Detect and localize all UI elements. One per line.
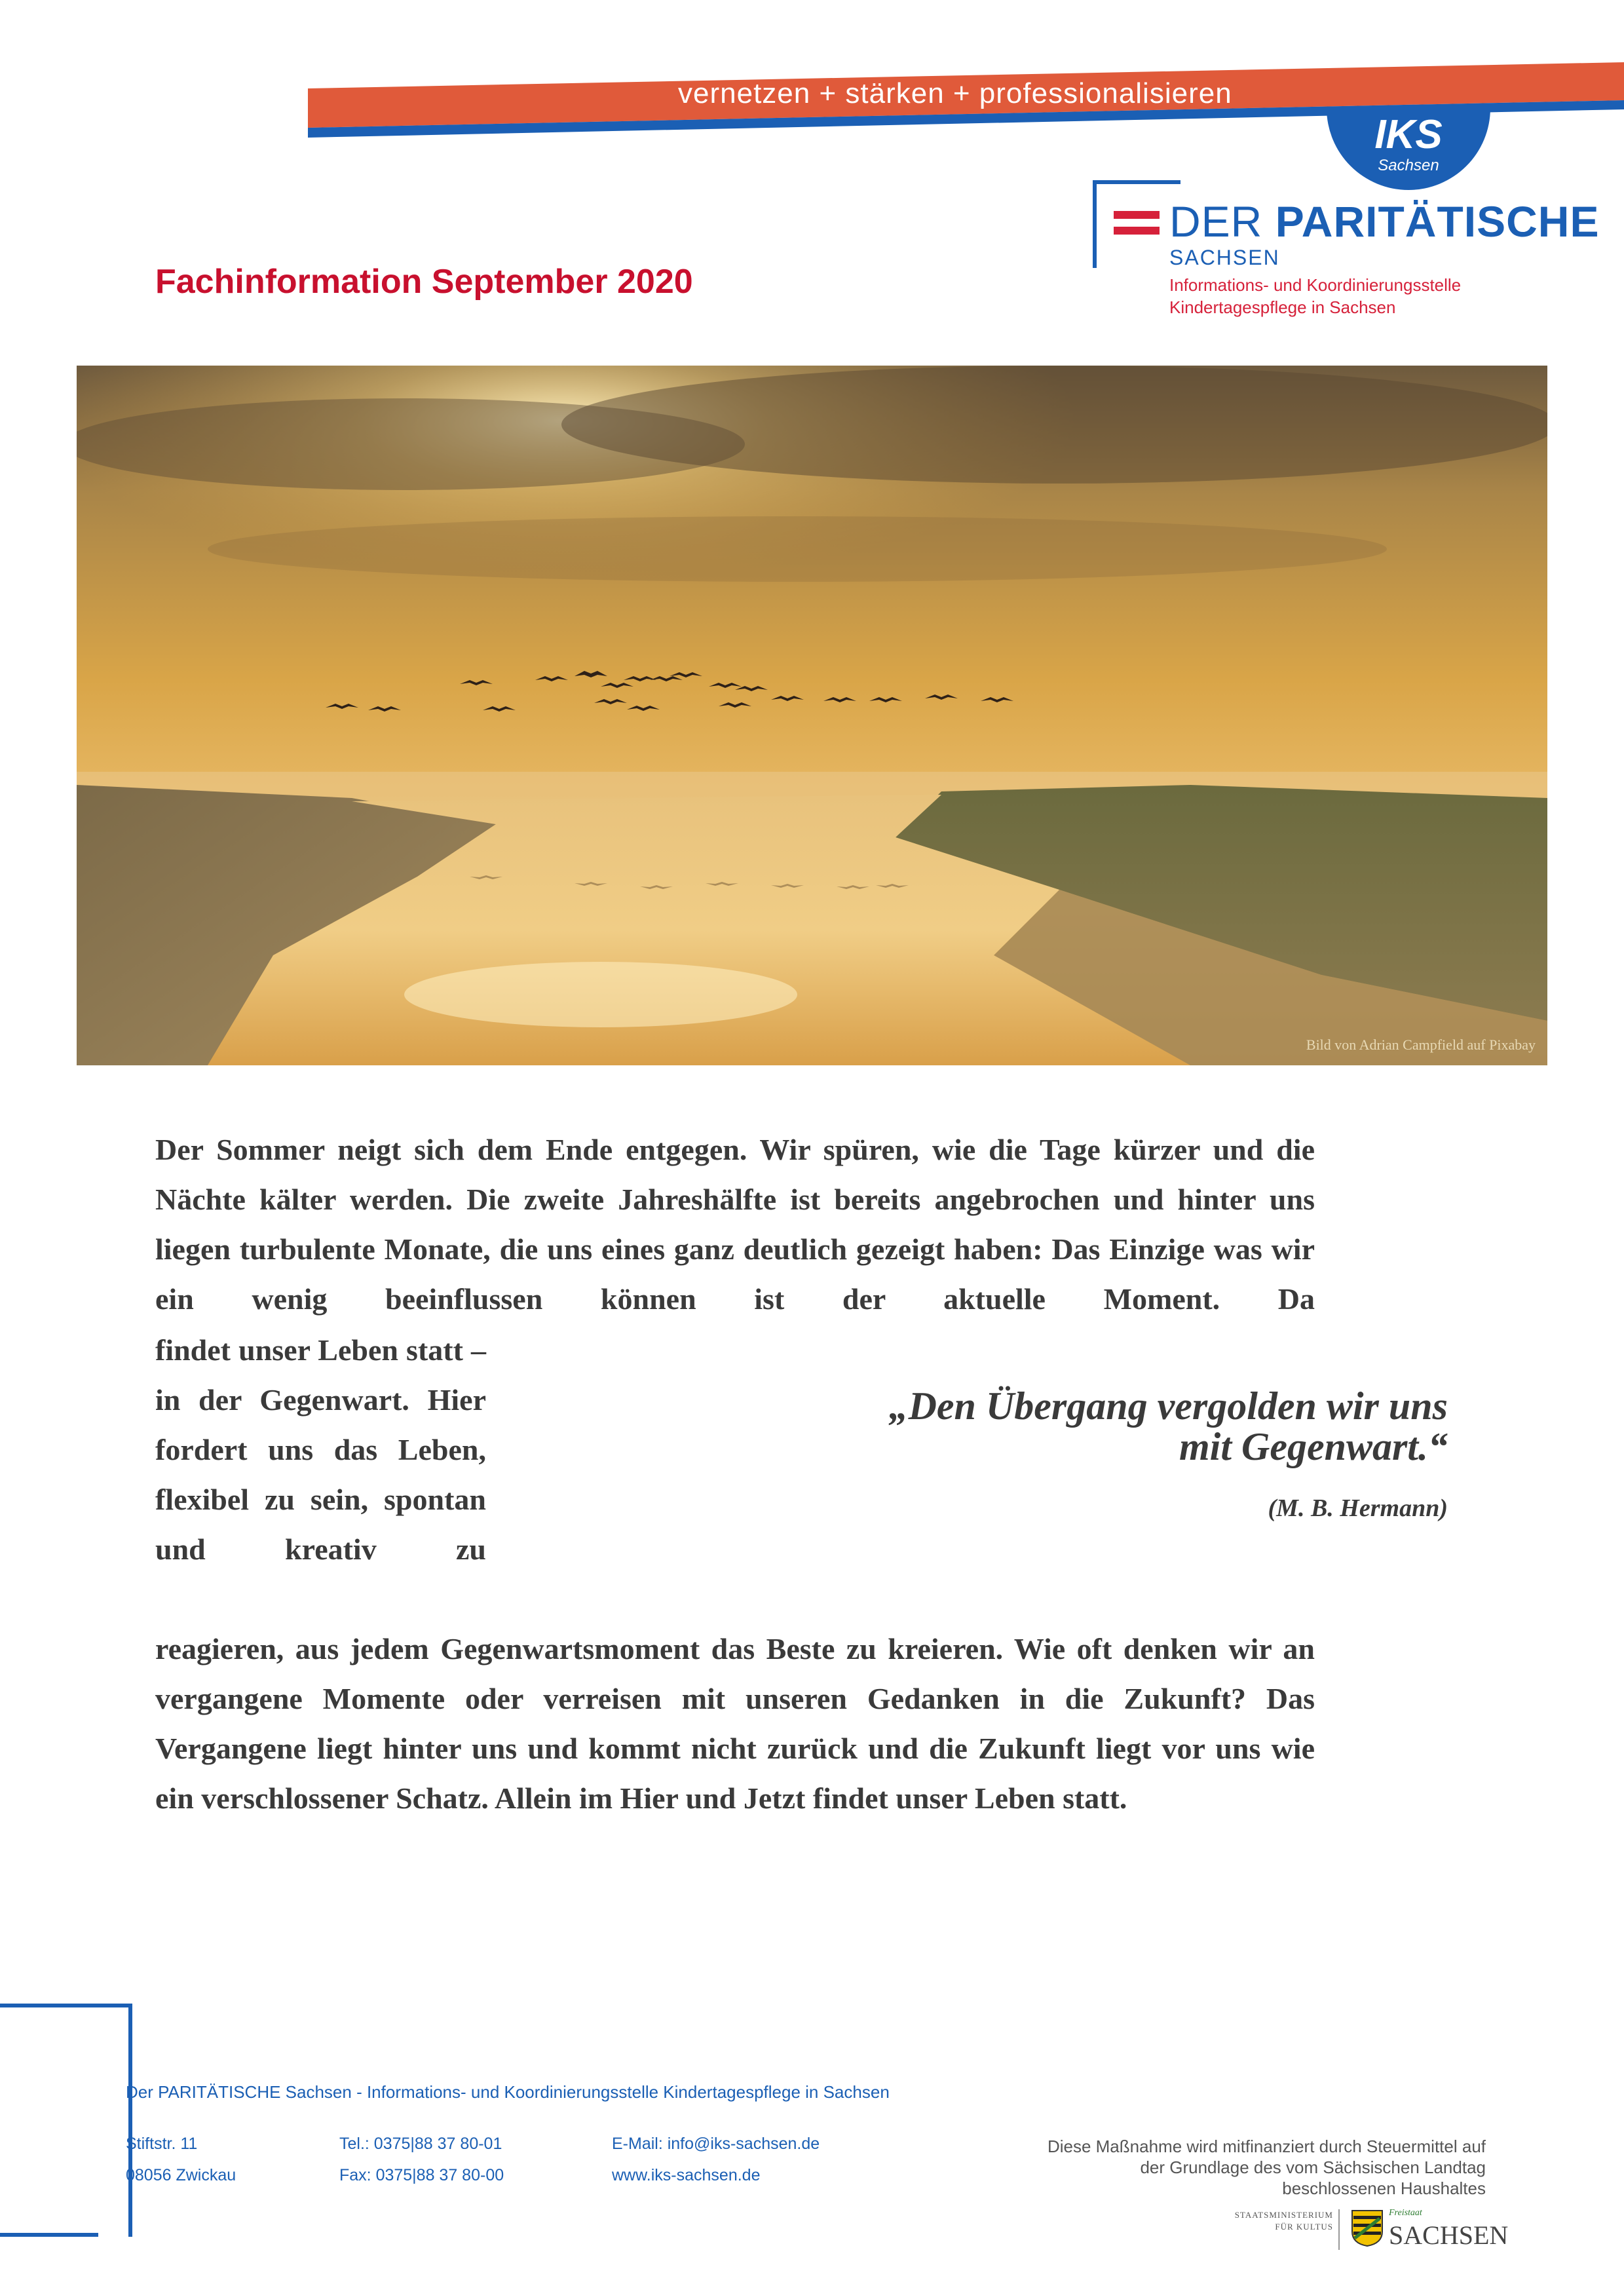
sunset-river-image (77, 366, 1547, 1065)
footer-phone: Tel.: 0375|88 37 80-01 (339, 2135, 502, 2153)
saxony-crest-icon (1351, 2209, 1384, 2247)
ministry-logo-text (1199, 2209, 1333, 2233)
logo-stripe (1114, 227, 1160, 235)
body-paragraph-3: reagieren, aus jedem Gegenwartsmoment das Beste zu kreieren. Wie oft denken wir an vergangene Momente oder verreisen mit unseren Gedanken in die Zukunft? Das Vergangene liegt hinter uns und kommt nicht zurück und die Zukunft liegt vor uns wie ein verschlossener Schatz. Allein im Hier und Jetzt findet unser Leben statt. (155, 1632, 1315, 1815)
saxony-word-small: Freistaat (1389, 2208, 1422, 2218)
logo-region: SACHSEN (1169, 246, 1280, 269)
logo-stripe (1114, 211, 1160, 219)
iks-badge-main: IKS (1374, 112, 1443, 157)
logo-subtitle-line2: Kindertagespflege in Sachsen (1169, 297, 1396, 317)
body-paragraph-2: findet unser Leben statt – in der Gegenwart. Hier fordert uns das Leben, flexibel zu sein, spontan und kreativ zu (155, 1333, 486, 1566)
footer-line (0, 2233, 98, 2237)
photo-credit: Bild von Adrian Campfield auf Pixabay (1306, 1036, 1536, 1053)
ministry-line-1: STAATSMINISTERIUM (1234, 2210, 1333, 2220)
footer-street: Stiftstr. 11 (126, 2135, 198, 2153)
quote (616, 1386, 1448, 1467)
quote-line-1: „Den Übergang vergolden wir uns (888, 1384, 1448, 1428)
iks-badge-sub: Sachsen (1378, 157, 1439, 174)
logo-word-bold: PARITÄTISCHE (1275, 197, 1600, 246)
logo-wordmark (1169, 197, 1599, 246)
iks-badge (1327, 108, 1490, 190)
saxony-word-large: SACHSEN (1389, 2220, 1509, 2250)
footer-fax: Fax: 0375|88 37 80-00 (339, 2166, 504, 2184)
funding-line-3: beschlossenen Haushaltes (1282, 2178, 1486, 2198)
quote-author: (M. B. Hermann) (1268, 1494, 1448, 1522)
footer-email[interactable]: E-Mail: info@iks-sachsen.de (612, 2135, 820, 2153)
funding-notice (970, 2136, 1486, 2199)
logo-word-regular: DER (1169, 197, 1275, 246)
logo-frame (1093, 180, 1180, 268)
footer-website[interactable]: www.iks-sachsen.de (612, 2166, 761, 2184)
body-paragraph-1: Der Sommer neigt sich dem Ende entgegen. Wir spüren, wie die Tage kürzer und die Nächte kälter werden. Die zweite Jahreshälfte ist bereits angebrochen und hinter uns liegen turbulente Monate, die uns eines ganz deutlich gezeigt haben: Das Einzige was wir ein wenig beeinflussen können ist der aktuelle Moment. Da (155, 1133, 1315, 1316)
header-photo (77, 366, 1547, 1065)
logo-subtitle-line1: Informations- und Koordinierungsstelle (1169, 275, 1462, 295)
funding-line-2: der Grundlage des vom Sächsischen Landtag (1140, 2158, 1486, 2177)
logo-divider (1338, 2209, 1340, 2250)
footer-city: 08056 Zwickau (126, 2166, 236, 2184)
quote-line-2: mit Gegenwart.“ (1179, 1425, 1448, 1468)
header-tagline: vernetzen + stärken + professionalisieren (678, 77, 1232, 109)
funding-line-1: Diese Maßnahme wird mitfinanziert durch Steuermittel auf (1047, 2137, 1486, 2156)
ministry-line-2: FÜR KULTUS (1275, 2222, 1333, 2232)
footer-frame (0, 2004, 132, 2237)
document-title: Fachinformation September 2020 (155, 263, 693, 301)
footer-organization: Der PARITÄTISCHE Sachsen - Informations- und Koordinierungsstelle Kindertagespflege in Sachsen (126, 2082, 890, 2102)
